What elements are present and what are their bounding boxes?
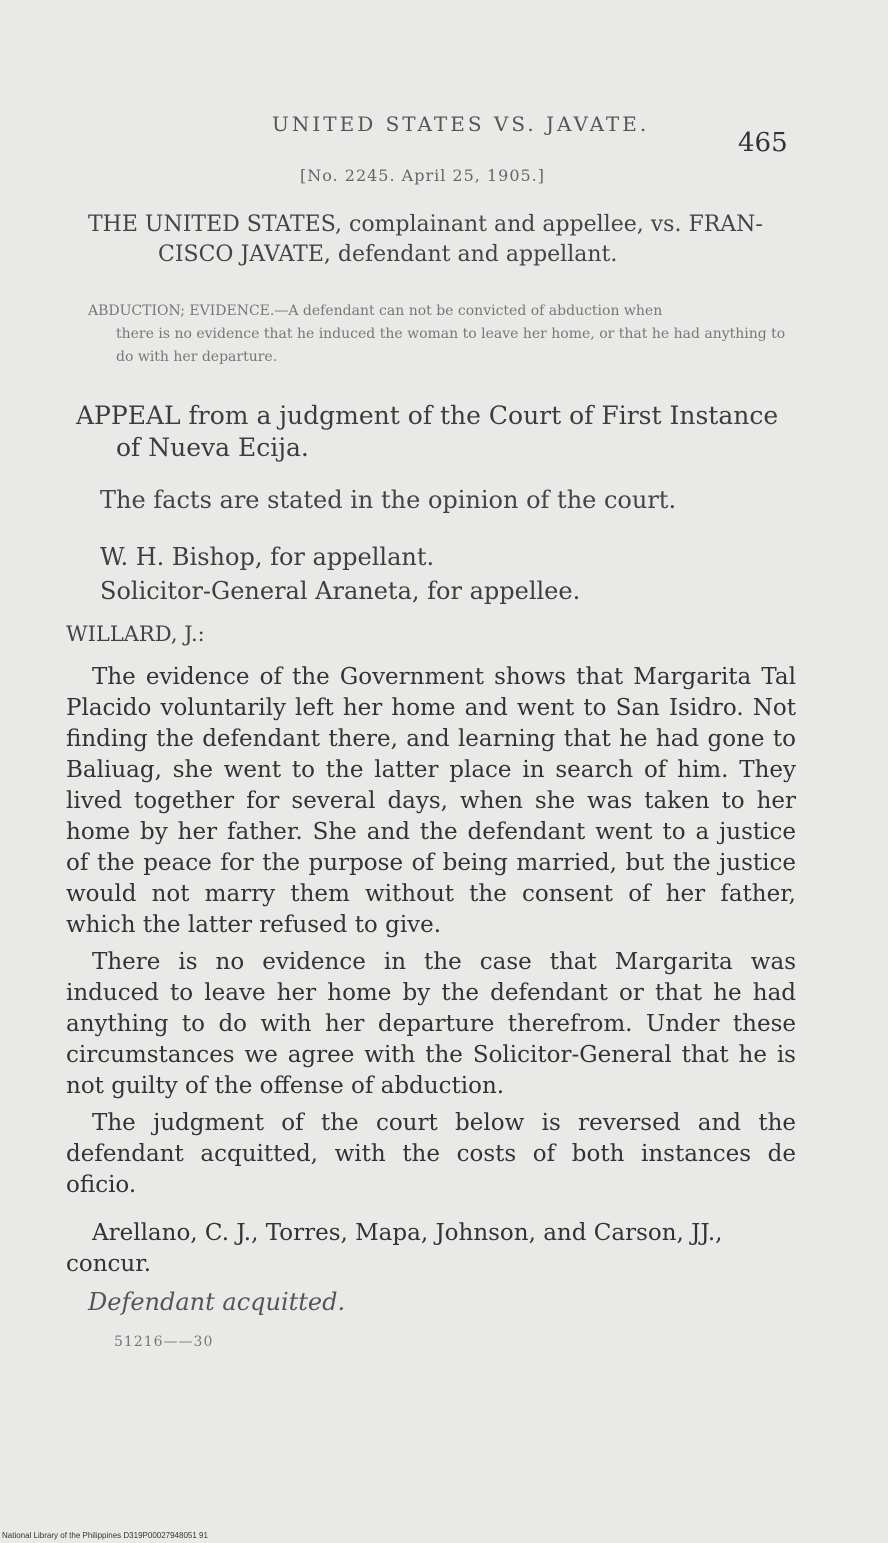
parties-line-2: CISCO JAVATE, defendant and appellant. bbox=[158, 242, 618, 267]
syllabus-heading: ABDUCTION; EVIDENCE. bbox=[88, 303, 275, 319]
counsel-appellee: Solicitor-General Araneta, for appellee. bbox=[100, 577, 581, 605]
syllabus-text-first: —A defendant can not be convicted of abduction when bbox=[274, 303, 663, 319]
judge-name: WILLARD, J.: bbox=[66, 622, 205, 646]
parties-line-1: THE UNITED STATES, complainant and appellee, vs. FRAN- bbox=[88, 212, 763, 237]
library-footer: National Library of the Philippines D319P00027948051 91 bbox=[2, 1531, 208, 1540]
opinion-paragraph: The judgment of the court below is reversed and the defendant acquitted, with the costs of both instances de oficio. bbox=[66, 1110, 796, 1198]
syllabus bbox=[88, 300, 800, 369]
page-number: 465 bbox=[738, 128, 788, 158]
running-head: UNITED STATES VS. JAVATE. bbox=[272, 112, 650, 136]
opinion-body bbox=[66, 662, 796, 1207]
disposition: Defendant acquitted. bbox=[88, 1288, 346, 1316]
concurrence: Arellano, C. J., Torres, Mapa, Johnson, and Carson, JJ., concur. bbox=[66, 1220, 723, 1277]
case-parties bbox=[88, 210, 808, 270]
counsel-list bbox=[100, 540, 800, 608]
appeal-line-1: APPEAL from a judgment of the Court of First Instance bbox=[76, 401, 779, 430]
case-info: [No. 2245. April 25, 1905.] bbox=[300, 166, 545, 185]
opinion-paragraph: There is no evidence in the case that Margarita was induced to leave her home by the defendant or that he had anything to do with her departure therefrom. Under these circumstances we agree with the Solicitor-General that he is not guilty of the offense of abduction. bbox=[66, 949, 796, 1099]
facts-statement: The facts are stated in the opinion of the court. bbox=[100, 486, 677, 514]
opinion-paragraph: The evidence of the Government shows that Margarita Tal Placido voluntarily left her home and went to San Isidro. Not finding the defendant there, and learning that he had gone to Baliuag, she went to the latter place in search of him. They lived together for several days, when she was taken to her home by her father. She and the defendant went to a justice of the peace for the purpose of being married, but the justice would not marry them without the consent of her father, which the latter refused to give. bbox=[66, 664, 796, 938]
counsel-appellant: W. H. Bishop, for appellant. bbox=[100, 543, 435, 571]
appeal-line-2: of Nueva Ecija. bbox=[116, 433, 309, 462]
printer-mark: 51216——30 bbox=[114, 1334, 214, 1350]
syllabus-text-rest: there is no evidence that he induced the woman to leave her home, or that he had anything to do with her departure. bbox=[116, 326, 786, 365]
appeal-statement bbox=[76, 400, 806, 464]
